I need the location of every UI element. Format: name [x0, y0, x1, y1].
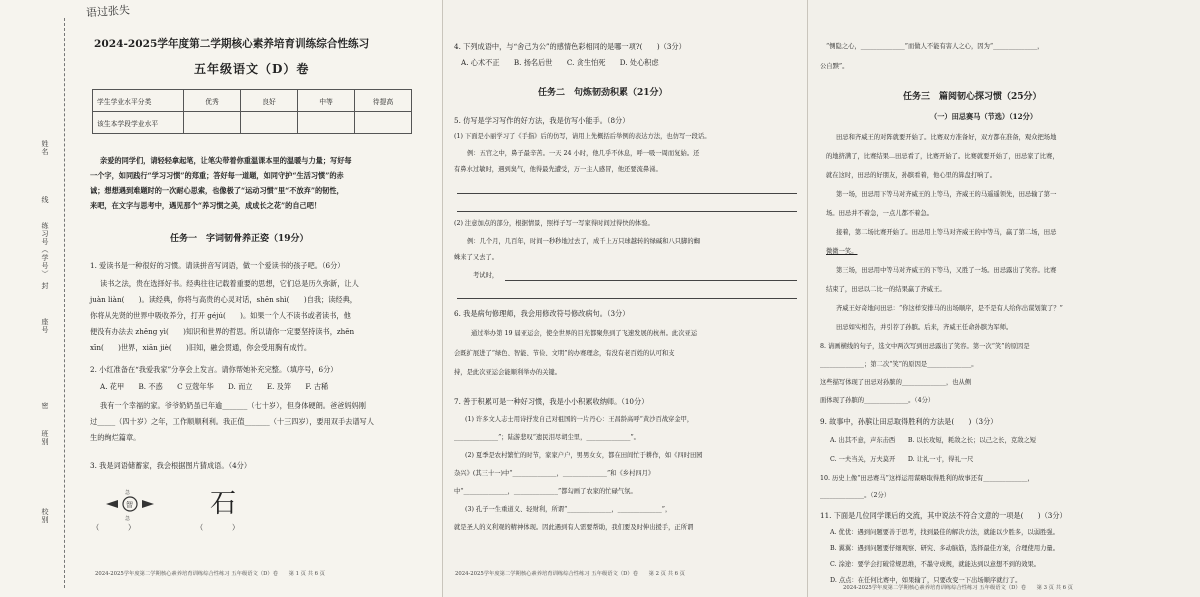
passage-line: 的地挤满了，比赛结果...田忌看了，比赛开始了。比赛就要开始了，田忌家了比赛，: [826, 153, 1059, 160]
answer-blank[interactable]: （ ）: [92, 523, 136, 532]
q4-line: 4. 下列成语中，与“舍己为公”的感情色彩相同的是哪一项?( )（3分）: [454, 42, 686, 51]
page-2: [442, 0, 807, 597]
q1-line: xīn( )世界，xiān jiè( )旧知，融会贯通，你会受用胸有成竹。: [90, 343, 312, 352]
q6-sentence: 持，是此次亚运会能顺利举办的关键。: [454, 369, 562, 376]
passage-line: 第一场，田忌用下等马对齐威王的上等马，齐威王的马遥遥领先，田忌输了第一: [836, 191, 1057, 198]
q11-option: A. 优优：遇到问题要善于思考，找到最佳的解决方法，就能以少胜多，以弱胜强。: [830, 529, 1059, 536]
table-header-cell: 学生学业水平分类: [93, 90, 184, 112]
q5-prompt: 考试时，: [473, 272, 499, 279]
q11-option: C. 涂途：要学会打破常规思维，不墨守成规，就能达到以意想不到的效果。: [830, 561, 1041, 568]
svg-text:急: 急: [125, 490, 131, 496]
q5-example: 蛛来了又去了。: [454, 254, 499, 261]
margin-label-seal: 封: [41, 282, 49, 290]
q5-example: 有鼻水过敏时，遇到臭气，他得最先遭受，万一主人感冒，他还要流鼻涕。: [454, 166, 662, 173]
passage-line: 田忌如实相告，并引荐了孙膑。后来，齐威王任命孙膑为军师。: [836, 324, 1013, 331]
q3-line: 3. 我是词语储蓄家，我会根据图片猜成语。（4分）: [90, 461, 252, 470]
q9-line: 9. 故事中，孙膑让田忌取得胜利的方法是( )（3分）: [820, 417, 998, 426]
page-footer: 2024-2025学年度第二学期核心素养培育训练综合性练习 五年级语文（D）卷 第 3 页 共 6 页: [843, 585, 1073, 591]
q2-line: 生的绚烂篇章。: [90, 433, 141, 442]
task1-heading: 任务一 字词韧骨养正姿（19分）: [170, 234, 309, 244]
q7-line: 就是圣人的义利观的精神体现。因此遇到有人需要帮助，我们要及时伸出援手，正所谓: [454, 524, 694, 531]
margin-label-name: 姓名: [41, 140, 49, 156]
idiom-picture-2-char: 石: [210, 489, 237, 519]
q9-option: C. 一夫当关，万夫莫开 D. 让礼一寸，得礼一尺: [830, 456, 974, 463]
passage-line: 田忌和齐威王的对阵就要开始了。比赛双方准备好，双方都在准备，观众把场地: [836, 134, 1057, 141]
intro-line: 亲爱的同学们，请轻轻拿起笔，让笔尖带着你重温课本里的温暖与力量；写好每: [100, 156, 352, 165]
svg-text:智: 智: [126, 501, 133, 509]
margin-label-number: 练习号（学号）: [41, 222, 49, 278]
q1-line: 便没有办法去 zhēng yì( )知识和世界的哲思。所以请你一定要坚持读书，zhēn: [90, 327, 355, 336]
task3-heading: 任务三 篇阅韧心探习惯（25分）: [903, 92, 1042, 102]
page-footer: 2024-2025学年度第二学期核心素养培育训练综合性练习 五年级语文（D）卷 第 2 页 共 6 页: [455, 571, 685, 577]
passage-line: 场。田忌并不着急，一点儿都不着急。: [826, 210, 934, 217]
q10-line: ______________。（2分）: [820, 492, 891, 499]
reading-title: （一）田忌赛马（节选）（12分）: [930, 112, 1038, 121]
q7-line: (1) 许多文人志士用诗抒发自己对祖国的一片丹心：王昌龄高呼“黄沙百战穿金甲，: [465, 416, 694, 423]
margin-label-school: 校别: [41, 508, 49, 524]
q10-line: 10. 历史上像“田忌赛马”这样运用谋略取得胜利的故事还有______________，: [820, 475, 1034, 482]
passage-line: 微微一笑。: [826, 248, 858, 255]
q5-example: 例：五官之中，鼻子最辛苦。一天 24 小时，他几乎不休息，呼一吸一周而复始。还: [467, 150, 700, 157]
margin-label-seat: 座号: [41, 318, 49, 334]
q2-options: A. 花甲 B. 不惑 C 豆蔻年华 D. 而立 E. 及笄 F. 古稀: [100, 382, 329, 391]
q1-line: juàn liàn( )。读经典，你将与高贵的心灵对话，shēn shì( )自我；读经典，: [90, 295, 357, 304]
passage-line: 接着，第二场比赛开始了。田忌用上等马对齐威王的中等马，赢了第二场，田忌: [836, 229, 1057, 236]
q5-line: 5. 仿写是学习写作的好方法，我是仿写小能手。（8分）: [454, 116, 630, 125]
passage-line: 结束了，田忌以二比一的结果赢了齐威王。: [826, 286, 946, 293]
margin-label-secret: 密: [41, 402, 49, 410]
passage-line: 齐威王好奇地问田忌：“你这样安排马的出场顺序，是不是有人给你出谋划策了？”: [836, 305, 1063, 312]
q6-sentence: 会既扩展进了“绿色、智能、节俭、文明”的办赛理念，有没有老百姓的认可和支: [454, 350, 675, 357]
table-cell[interactable]: [355, 112, 412, 134]
svg-text:急: 急: [125, 516, 131, 522]
q1-line: 1. 爱读书是一种很好的习惯。请读拼音写词语，做一个爱读书的孩子吧。（6分）: [90, 261, 345, 270]
intro-line: 诚；想想遇到难题时的一次耐心思索，也像极了“运动习惯”里“不放弃”的韧性，: [90, 186, 344, 195]
q5-line: (1) 下面是小丽学习了《手指》后的仿写，请用上先概括后举例的表达方法，也仿写一段话。: [454, 133, 711, 140]
q6-line: 6. 我是病句修理师，我会用修改符号修改病句。（3分）: [454, 309, 630, 318]
answer-line[interactable]: [457, 298, 797, 299]
q7-line: ______________”；陆游悲叹“遗民泪尽胡尘里，______________”。: [454, 434, 640, 441]
margin-label-line: 线: [41, 196, 49, 204]
seal-line: [64, 18, 65, 588]
exam-subtitle: 五年级语文（D）卷: [194, 62, 310, 76]
answer-line[interactable]: [457, 211, 797, 212]
passage-line: 就在这时，田忌的好朋友，孙膑看着，他心里的算盘打响了。: [826, 172, 997, 179]
handwritten-note: 语过张失: [85, 3, 131, 20]
q7-line: (2) 夏季是农村繁忙的时节，家家户户，男男女女，都在田间忙于耕作，如《四时田园: [465, 452, 703, 459]
intro-line: 来吧，在文字与思考中，遇见那个“养习惯之美，成成长之花”的自己吧！: [90, 201, 322, 210]
intro-line: 一个字，如同践行“学习习惯”的郑重；答好每一道题，如同守护“生活习惯”的赤: [90, 171, 344, 180]
task2-heading: 任务二 句炼韧劲积累（21分）: [538, 88, 668, 98]
q11-option: D. 点点：在任何比赛中，如果输了，只要改变一下出场顺序就行了。: [830, 577, 1022, 584]
q5-example: 例：几个月，几百年，时间一秒秒地过去了，成千上万只球越转的绿碱和八只脚的蜘: [467, 238, 700, 245]
q6-sentence: 通过举办第 19 届亚运会，使全世界的目光都聚焦到了飞速发展的杭州。此次亚运: [471, 330, 698, 337]
continued-line: “恻隐之心，______________”而做人不能有害人之心，因为“______________，: [826, 43, 1044, 50]
page-1: [0, 0, 442, 597]
continued-line: 公自黩”。: [820, 63, 849, 70]
q2-line: 2. 小红准备在“我爱我家”分享会上发言。请你帮她补充完整。（填序号，6分）: [90, 365, 338, 374]
answer-line[interactable]: [505, 280, 797, 281]
q5-line: (2) 注意加点的部分，根据情景，照样子写一写家得时间过得快的体验。: [454, 220, 654, 227]
q8-line: ______________；第二次“笑”的原因是______________。: [820, 361, 978, 368]
q8-line: 面体现了孙膑的______________。（4分）: [820, 397, 935, 404]
q11-option: B. 翼翼：遇到问题要仔细观察、研究、多动脑筋，选择最佳方案，合理使用力量。: [830, 545, 1060, 552]
table-cell[interactable]: [298, 112, 355, 134]
table-header-cell: 中等: [298, 90, 355, 112]
q8-line: 8. 请画横线的句子，选文中两次写到田忌露出了笑容。第一次“笑”的原因是: [820, 343, 1030, 350]
page-footer: 2024-2025学年度第二学期核心素养培育训练综合性练习 五年级语文（D）卷 第 1 页 共 6 页: [95, 571, 325, 577]
table-header-cell: 待提高: [355, 90, 412, 112]
table-cell[interactable]: [184, 112, 241, 134]
q7-line: 中“______________，______________”都勾画了农家的忙碌气氛。: [454, 488, 637, 495]
table-row-label: 该生本学段学业水平: [93, 112, 184, 134]
exam-title: 2024-2025学年度第二学期核心素养培育训练综合性练习: [94, 38, 370, 50]
margin-label-class: 班别: [41, 430, 49, 446]
table-header-cell: 良好: [241, 90, 298, 112]
passage-line: 第三场，田忌用中等马对齐威王的下等马，又胜了一场。田忌露出了笑容。比赛: [836, 267, 1057, 274]
q8-line: 这些描写体现了田忌对孙膑的______________，也从侧: [820, 379, 972, 386]
q7-line: 7. 善于积累可是一种好习惯，我是小小积累收纳师。（10分）: [454, 397, 649, 406]
answer-blank[interactable]: （ ）: [196, 523, 240, 532]
idiom-picture-1: [102, 486, 158, 522]
q1-line: 你将从先贤的世界中吸收养分，打开 géjú( )。如果一个人不读书或者读书，他: [90, 311, 351, 320]
answer-line[interactable]: [457, 193, 797, 194]
q7-line: 杂兴》(其三十一)中“______________，______________”和《乡村四月》: [454, 470, 655, 477]
q2-line: 过_____（四十岁）之年，工作顺顺利利。我正值_______（十三四岁），要用双手去谱写人: [90, 417, 374, 426]
q7-line: (3) 孔子一生重道义、轻财利，所谓“______________，______________”，: [465, 506, 672, 513]
page-3: [807, 0, 1200, 597]
q2-line: 我有一个幸福的家。爷爷奶奶虽已年逾_______（七十岁），但身体硬朗。爸爸妈妈刚: [100, 401, 366, 410]
table-header-cell: 优秀: [184, 90, 241, 112]
table-cell[interactable]: [241, 112, 298, 134]
q4-options: A. 心术不正 B. 扬名后世 C. 贪生怕死 D. 处心积虑: [461, 58, 659, 67]
score-table: [92, 89, 412, 134]
q1-line: 读书之法，贵在选择好书。经典往往记载着重要的思想，它们总是历久弥新，让人: [100, 279, 359, 288]
q9-option: A. 出其不意，声东击西 B. 以长攻短，耗敌之长；以己之长，克敌之短: [830, 437, 1037, 444]
q11-line: 11. 下面是几位同学课后的交流，其中说法不符合文意的一项是( )（3分）: [820, 511, 1067, 520]
